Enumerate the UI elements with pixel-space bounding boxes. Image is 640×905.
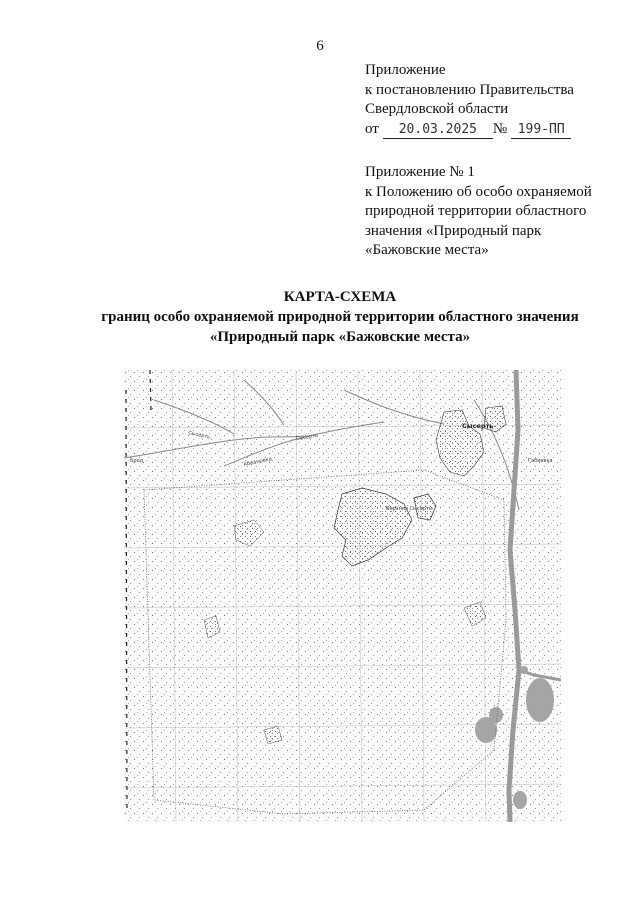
date-prefix: от [365,120,379,137]
appendix2-line-2: к Положению об особо охраняемой [365,183,592,200]
title-line-3: «Природный парк «Бажовские места» [209,329,471,345]
appendix2-line-1: Приложение № 1 [365,164,475,180]
appendix2-line-5: «Бажовские места» [365,242,489,258]
title-line-2: границ особо охраняемой природной территории областного значения [101,309,579,325]
number-value: 199-ПП [511,122,571,139]
date-number-line [365,120,625,140]
title-line-1: КАРТА-СХЕМА [283,289,397,305]
date-value: 20.03.2025 [383,122,493,139]
map-label-sysert-river: Сысерть [187,430,211,441]
document-title [40,287,640,347]
appendix-header [365,61,625,139]
appendix-line-1: Приложение [365,62,446,78]
map-scheme [124,370,561,822]
appendix-line-2: к постановлению Правительства [365,81,574,98]
map-label-gabiyevka: Габиевка [528,458,553,464]
map-label-abramovka: Абрамовка [243,456,273,468]
map-label-brod: Брод [130,458,144,464]
appendix-line-3: Свердловской области [365,101,509,117]
number-prefix: № [492,120,508,137]
page-number: 6 [316,38,324,54]
map-svg [124,370,561,822]
appendix2-line-3: природной территории областного [365,203,587,219]
map-label-sysert: Сысерть [462,422,494,430]
appendix2-line-4: значения «Природный парк [365,222,542,239]
appendix-header-2 [365,163,625,261]
map-label-sysert-river-2: Сысерть [295,432,319,442]
map-label-verkhnyaya-sysert: Верхняя Сысерть [386,506,432,512]
